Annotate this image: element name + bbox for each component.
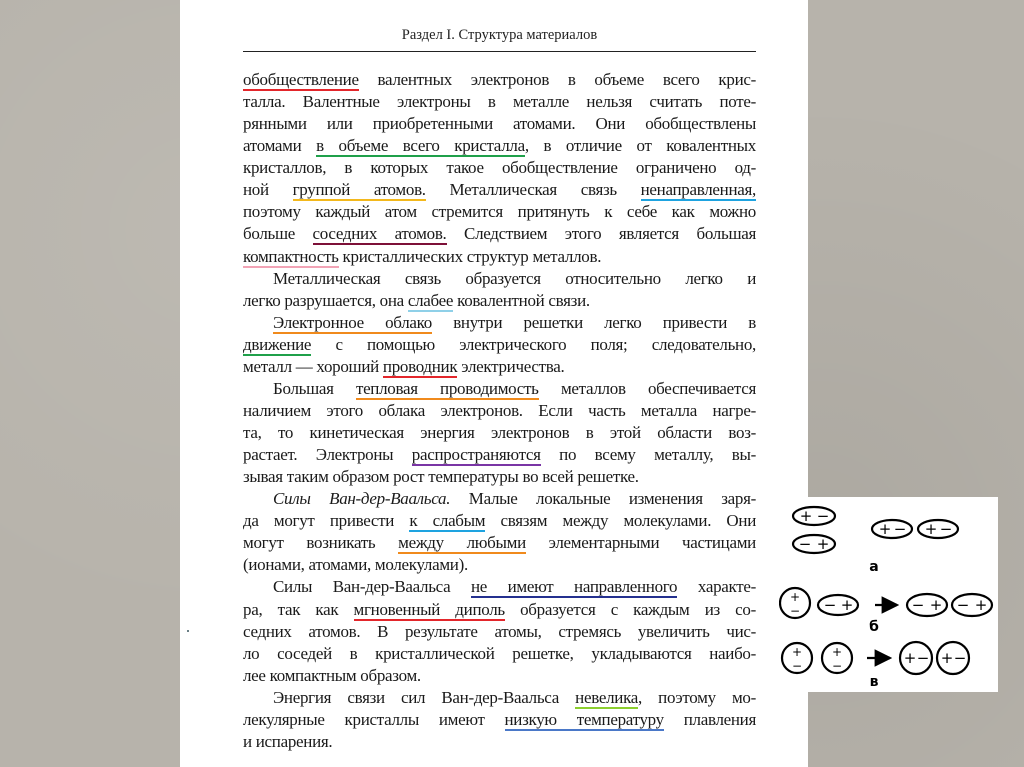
text-segment: внутри решетки легко привести в bbox=[431, 312, 756, 332]
text-line bbox=[243, 356, 756, 378]
text-segment: ра, так как bbox=[243, 599, 354, 619]
text-line bbox=[243, 268, 756, 290]
text-line bbox=[243, 201, 756, 223]
text-segment: с помощью электрического поля; следовательно, bbox=[311, 334, 756, 354]
plus-sign: + bbox=[940, 649, 954, 667]
text-segment: поэтому каждый атом стремится притянуть к себе как можно bbox=[243, 202, 756, 222]
text-line bbox=[243, 510, 756, 532]
minus-sign: − bbox=[939, 520, 953, 538]
text-segment: могут возникать bbox=[243, 533, 399, 553]
plus-sign: + bbox=[840, 596, 854, 614]
text-line bbox=[243, 378, 756, 400]
text-segment: лекулярные кристаллы имеют bbox=[243, 709, 505, 729]
text-line bbox=[243, 643, 756, 665]
plus-sign: + bbox=[903, 649, 917, 667]
text-segment: наличием этого облака электронов. Если часть металла нагре- bbox=[243, 400, 756, 420]
label-b: б bbox=[869, 619, 879, 635]
header-rule bbox=[243, 51, 756, 52]
highlighted-term: низкую температуру bbox=[504, 709, 664, 729]
text-line bbox=[243, 731, 756, 753]
text-segment: Следствием этого является большая bbox=[446, 224, 756, 244]
dipole-diagram bbox=[779, 497, 998, 692]
minus-sign: − bbox=[798, 535, 812, 553]
text-segment: , в отличие от ковалентных bbox=[524, 136, 756, 156]
highlighted-term: слабее bbox=[407, 290, 454, 310]
plus-sign: + bbox=[924, 520, 938, 538]
text-line bbox=[243, 400, 756, 422]
text-segment: та, то кинетическая энергия электронов в этой области воз- bbox=[243, 423, 756, 442]
plus-sign: + bbox=[791, 645, 803, 659]
text-line bbox=[243, 157, 756, 179]
text-line bbox=[243, 687, 756, 709]
label-c: в bbox=[869, 674, 879, 690]
plus-sign: + bbox=[831, 645, 843, 659]
text-segment: образуется с каждым из со- bbox=[504, 599, 756, 619]
text-line bbox=[243, 422, 756, 444]
highlighted-term: Электронное облако bbox=[273, 312, 432, 332]
label-a: а bbox=[869, 559, 879, 575]
text-segment: элементарными частицами bbox=[525, 533, 756, 553]
highlighted-term: компактность bbox=[243, 246, 339, 266]
plus-sign: + bbox=[974, 596, 988, 614]
plus-sign: + bbox=[929, 596, 943, 614]
text-segment: ковалентной связи. bbox=[453, 290, 590, 310]
text-line bbox=[243, 576, 756, 598]
text-segment: кристаллических структур металлов. bbox=[338, 246, 602, 266]
plus-sign: + bbox=[789, 590, 801, 604]
plus-sign: + bbox=[799, 507, 813, 525]
text-segment: седних атомов. В результате атомы, стремясь увеличить чис- bbox=[243, 621, 756, 641]
document-body bbox=[243, 69, 756, 753]
stray-dot bbox=[187, 630, 189, 632]
text-line bbox=[243, 444, 756, 466]
highlighted-term: в объеме всего кристалла bbox=[316, 136, 525, 156]
page-header: Раздел I. Структура материалов bbox=[401, 27, 598, 43]
text-segment: лее компактным образом. bbox=[243, 665, 421, 685]
text-segment: электричества. bbox=[457, 356, 565, 376]
highlighted-term: соседних атомов. bbox=[312, 224, 447, 244]
text-line bbox=[243, 466, 756, 488]
text-segment: валентных электронов в объеме всего крис- bbox=[358, 70, 756, 89]
minus-sign: − bbox=[791, 659, 803, 673]
text-segment: больше bbox=[243, 224, 313, 244]
highlighted-term: не имеют направленного bbox=[470, 577, 678, 597]
text-line bbox=[243, 532, 756, 554]
text-segment: ной bbox=[243, 180, 293, 200]
highlighted-term: движение bbox=[243, 334, 312, 354]
text-segment: характе- bbox=[677, 577, 757, 597]
text-segment: ло соседей в кристаллической решетке, укладываются наибо- bbox=[243, 643, 756, 663]
text-segment: Металлическая связь образуется относительно легко и bbox=[273, 268, 756, 288]
minus-sign: − bbox=[956, 596, 970, 614]
text-segment: , поэтому мо- bbox=[638, 687, 756, 707]
text-line bbox=[243, 91, 756, 113]
section-heading-inline: Силы Ван-дер-Ваальса. bbox=[273, 489, 451, 509]
text-segment: и испарения. bbox=[243, 731, 333, 751]
text-segment: по всему металлу, вы- bbox=[540, 445, 756, 465]
text-segment: легко разрушается, она bbox=[243, 290, 408, 310]
minus-sign: − bbox=[953, 649, 967, 667]
highlighted-term: группой атомов. bbox=[292, 180, 426, 200]
highlighted-term: между любыми bbox=[398, 533, 526, 553]
minus-sign: − bbox=[789, 604, 801, 618]
highlighted-term: проводник bbox=[382, 356, 458, 376]
text-segment: растает. Электроны bbox=[243, 445, 412, 465]
highlighted-term: к слабым bbox=[409, 511, 486, 531]
text-segment: плавления bbox=[663, 709, 756, 729]
text-line bbox=[243, 665, 756, 687]
text-segment: рянными или приобретенными атомами. Они обобществлены bbox=[243, 114, 756, 134]
text-segment: кристаллов, в которых такое обобществление ограничено од- bbox=[243, 158, 756, 178]
minus-sign: − bbox=[823, 596, 837, 614]
text-line bbox=[243, 290, 756, 312]
minus-sign: − bbox=[911, 596, 925, 614]
text-segment: связям между молекулами. Они bbox=[485, 511, 757, 531]
text-line bbox=[243, 621, 756, 643]
text-line bbox=[243, 554, 756, 576]
plus-sign: + bbox=[816, 535, 830, 553]
text-segment: Силы Ван-дер-Ваальса bbox=[273, 577, 471, 597]
text-line bbox=[243, 113, 756, 135]
text-segment: (ионами, атомами, молекулами). bbox=[243, 555, 468, 575]
text-segment: да могут привести bbox=[243, 511, 410, 531]
text-segment: талла. Валентные электроны в металле нельзя считать поте- bbox=[243, 92, 756, 112]
minus-sign: − bbox=[816, 507, 830, 525]
text-line bbox=[243, 135, 756, 157]
text-line bbox=[243, 488, 756, 510]
text-segment: атомами bbox=[243, 136, 317, 156]
text-line bbox=[243, 312, 756, 334]
highlighted-term: распространяются bbox=[411, 445, 541, 465]
minus-sign: − bbox=[893, 520, 907, 538]
highlighted-term: невелика bbox=[575, 687, 639, 707]
text-segment: Малые локальные изменения заря- bbox=[450, 489, 756, 509]
text-line bbox=[243, 69, 756, 91]
highlighted-term: обобществление bbox=[243, 70, 359, 89]
highlighted-term: мгновенный диполь bbox=[353, 599, 505, 619]
text-line bbox=[243, 334, 756, 356]
text-line bbox=[243, 179, 756, 201]
minus-sign: − bbox=[831, 659, 843, 673]
document-page bbox=[180, 0, 808, 767]
text-line bbox=[243, 246, 756, 268]
text-line bbox=[243, 599, 756, 621]
text-segment: зывая таким образом рост температуры во всей решетке. bbox=[243, 467, 639, 487]
highlighted-term: тепловая проводимость bbox=[355, 378, 539, 398]
text-segment: Энергия связи сил Ван-дер-Ваальса bbox=[273, 687, 576, 707]
highlighted-term: ненаправленная, bbox=[640, 180, 756, 200]
text-line bbox=[243, 709, 756, 731]
text-segment: металлов обеспечивается bbox=[538, 378, 756, 398]
dipole-figure bbox=[779, 497, 998, 692]
text-segment: Большая bbox=[273, 378, 356, 398]
text-segment: металл — хороший bbox=[243, 356, 383, 376]
plus-sign: + bbox=[878, 520, 892, 538]
text-segment: Металлическая связь bbox=[425, 180, 641, 200]
text-line bbox=[243, 223, 756, 245]
minus-sign: − bbox=[916, 649, 930, 667]
